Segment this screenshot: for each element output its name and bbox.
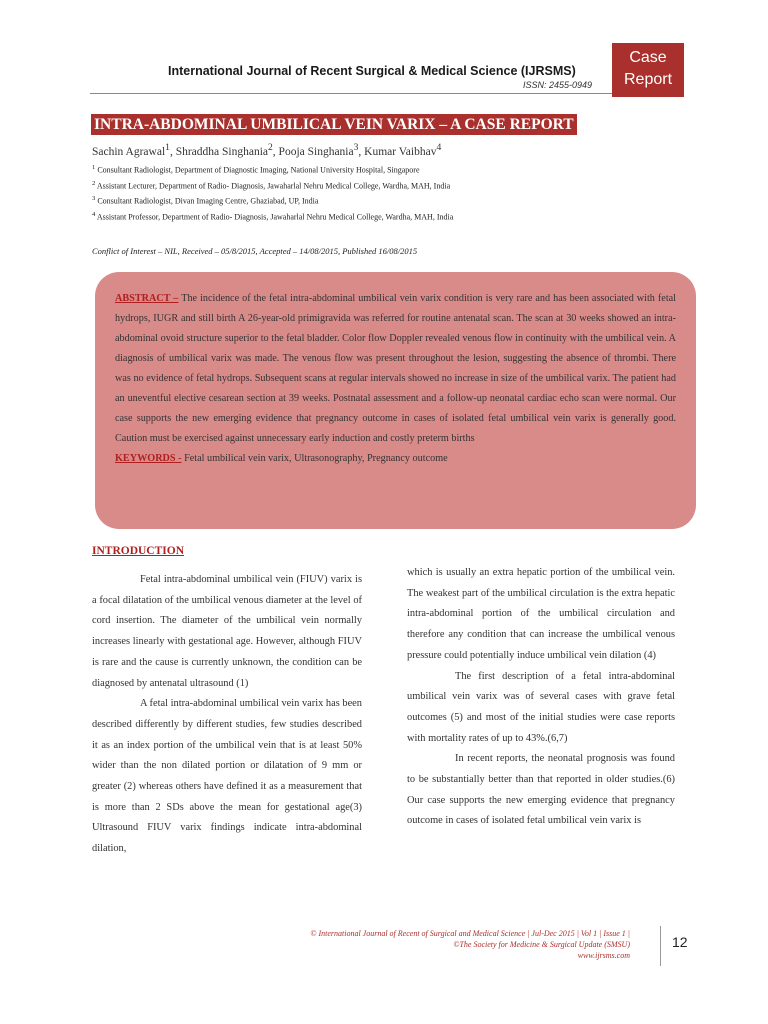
issn: ISSN: 2455-0949 (523, 80, 593, 90)
affiliation-sup: 4 (92, 210, 96, 218)
badge-line-case: Case (629, 49, 667, 66)
article-title: INTRA-ABDOMINAL UMBILICAL VEIN VARIX – A CASE REPORT (91, 114, 577, 135)
page-number: 12 (672, 934, 688, 950)
affiliation-item (92, 180, 453, 196)
affiliation-item (92, 195, 453, 211)
introduction-heading: INTRODUCTION (92, 545, 185, 557)
footer-divider (660, 926, 661, 966)
case-report-badge (612, 43, 684, 97)
footer-link[interactable]: www.ijrsms.com (577, 951, 630, 960)
left-column (92, 570, 362, 860)
abstract-label: ABSTRACT – (115, 293, 179, 304)
author-name: Shraddha Singhania (175, 145, 268, 158)
author-sup: 1 (165, 142, 170, 153)
affiliation-sup: 1 (92, 164, 96, 171)
abstract-text: The incidence of the fetal intra-abdominal umbilical vein varix condition is very rare and has been associated with fetal hydrops, IUGR and still birth A 26-year-old primigravida was referred for routine antenatal scan. The scan at 30 weeks showed an intra-abdominal ovoid structure superior to the fetal bladder. Color flow Doppler revealed venous flow in continuity with the umbilical vein. A diagnosis of umbilical varix was made. The venous flow was present throughout the lesion, suggesting the absence of thrombi. There was no evidence of fetal hydrops. Subsequent scans at regular intervals showed no increase in size of the umbilical varix. The patient had an uneventful elective cesarean section at 39 weeks. Postnatal assessment and a follow-up neonatal cardiac echo scan were normal. Our case supports the new emerging evidence that pregnancy outcome in cases of isolated fetal umbilical vein varix is generally good. Caution must be exercised against unnecessary early induction and costly preterm births (115, 293, 676, 444)
keywords-label: KEYWORDS - (115, 453, 182, 464)
affiliations (92, 164, 453, 226)
conflict-dates: Conflict of Interest – NIL, Received – 05/8/2015, Accepted – 14/08/2015, Published 16/08/2015 (92, 246, 418, 256)
author-name: Sachin Agrawal (92, 145, 166, 158)
abstract-body (115, 289, 676, 449)
author-name: Pooja Singhania (278, 145, 354, 158)
affiliation-text: Consultant Radiologist, Department of Diagnostic Imaging, National University Hospital, Singapore (97, 165, 420, 175)
author-list: Sachin Agrawal$^1$, Shraddha Singhania$^2$, Pooja Singhania$^3$, Kumar Vaibhav$^4$ (92, 142, 442, 158)
affiliation-text: Consultant Radiologist, Divan Imaging Centre, Ghaziabad, UP, India (97, 196, 319, 206)
header-divider (90, 93, 612, 94)
affiliation-sup: 3 (92, 195, 96, 202)
author-name: Kumar Vaibhav (364, 145, 437, 158)
footer-line: ©The Society for Medicine & Surgical Update (SMSU) (453, 940, 630, 949)
author-sup: 4 (436, 142, 442, 153)
journal-title: International Journal of Recent Surgical & Medical Science (IJRSMS) (168, 64, 576, 78)
paragraph: Fetal intra-abdominal umbilical vein (FIUV) varix is a focal dilatation of the umbilical venous diameter at the level of cord insertion. The diameter of the umbilical vein normally increases linearly with gestational age. However, although FIUV is rare and the cause is currently unknown, the condition can be diagnosed by antenatal ultrasound (1) (92, 574, 362, 689)
paragraph: A fetal intra-abdominal umbilical vein varix has been described differently by different studies, few studies described it as an index portion of the umbilical vein that is at least 50% wider than the non dilated portion or dilatation of 9 mm or greater (2) whereas others have defined it as a measurement that is more than 2 SDs above the mean for gestational age(3) Ultrasound FIUV varix findings indicate intra-abdominal dilation, (92, 698, 362, 855)
author-sup: 3 (353, 142, 359, 153)
footer-line: © International Journal of Recent of Surgical and Medical Science | Jul-Dec 2015 | Vol 1 | Issue 1 | (310, 929, 630, 938)
affiliation-sup: 2 (92, 179, 96, 187)
keywords-text: Fetal umbilical vein varix, Ultrasonography, Pregnancy outcome (184, 453, 448, 464)
paragraph: which is usually an extra hepatic portion of the umbilical vein. The weakest part of the umbilical circulation is the extra hepatic intra-abdominal portion of the umbilical circulation and therefore any condition that can increase the umbilical venous pressure could potentially induce umbilical vein dilation (4) (407, 567, 675, 661)
affiliation-text: Assistant Lecturer, Department of Radio- Diagnosis, Jawaharlal Nehru Medical College, Wardha, MAH, India (96, 181, 451, 191)
affiliation-item (92, 164, 453, 180)
abstract-box (95, 272, 696, 529)
footer-copyright (160, 928, 630, 961)
paragraph: The first description of a fetal intra-abdominal umbilical vein varix was of several cases with grave fetal outcomes (5) and most of the initial studies were case reports with mortality rates of up to 43%.(6,7) (407, 670, 675, 744)
affiliation-text: Assistant Professor, Department of Radio- Diagnosis, Jawaharlal Nehru Medical College, Wardha, MAH, India (96, 212, 454, 222)
right-column (407, 563, 675, 832)
affiliation-item (92, 211, 453, 227)
paragraph: In recent reports, the neonatal prognosis was found to be substantially better than that reported in older studies.(6) Our case supports the new emerging evidence that pregnancy outcome in cases of isolated fetal umbilical vein varix is (407, 753, 675, 827)
author-sup: 2 (268, 142, 273, 153)
badge-line-report: Report (623, 71, 673, 88)
keywords (115, 449, 676, 469)
